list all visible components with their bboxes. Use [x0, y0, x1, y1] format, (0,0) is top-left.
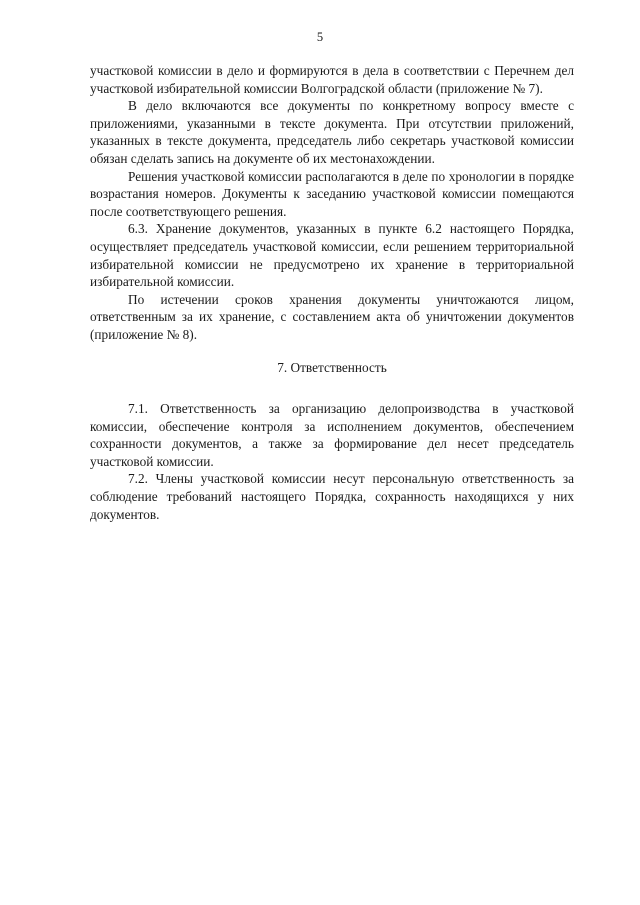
- paragraph-6-3-storage: 6.3. Хранение документов, указанных в пункте 6.2 настоящего Порядка, осуществляет председатель участковой комиссии, если решением территориальной избирательной комиссии не предусмотрено их хранение в территориальной избирательной комиссии.: [90, 221, 574, 290]
- paragraph-7-2: 7.2. Члены участковой комиссии несут персональную ответственность за соблюдение требований настоящего Порядка, сохранность находящихся у них документов.: [90, 471, 574, 522]
- document-body: [90, 62, 574, 523]
- paragraph-documents-in-case: В дело включаются все документы по конкретному вопросу вместе с приложениями, указанными в тексте документа. При отсутствии приложений, указанных в тексте документа, председатель либо секретарь участковой комиссии обязан сделать запись на документе об их местонахождении.: [90, 98, 574, 166]
- paragraph-decisions-order: Решения участковой комиссии располагаются в деле по хронологии в порядке возрастания номеров. Документы к заседанию участковой комиссии помещаются после соответствующего решения.: [90, 168, 574, 219]
- paragraph-7-1: 7.1. Ответственность за организацию делопроизводства в участковой комиссии, обеспечение контроля за исполнением документов, обеспечением сохранности документов, а также за формирование дел несет председатель участковой комиссии.: [90, 401, 574, 469]
- page-number: 5: [316, 30, 324, 44]
- section-title: 7. Ответственность: [277, 359, 387, 375]
- paragraph-continuation: участковой комиссии в дело и формируются в дела в соответствии с Перечнем дел участковой избирательной комиссии Волгоградской области (приложение № 7).: [90, 63, 574, 96]
- paragraph-destruction: По истечении сроков хранения документы уничтожаются лицом, ответственным за их хранение, с составлением акта об уничтожении документов (приложение № 8).: [90, 291, 574, 342]
